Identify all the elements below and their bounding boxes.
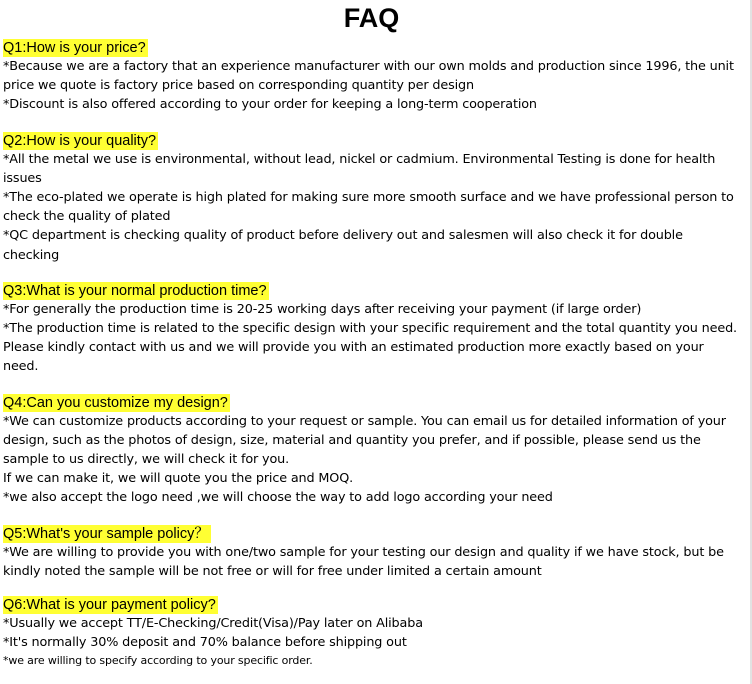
faq-item-q3 [3, 282, 742, 377]
faq-item-q1 [3, 39, 742, 115]
answer-q3-2: *The production time is related to the specific design with your specific requirement and the total quantity you need. Please kindly contact with us and we will provide you with an estimated production more exactly based on your need. [3, 321, 737, 375]
faq-item-q5 [3, 525, 742, 581]
answer-q4-3: *we also accept the logo need ,we will choose the way to add logo according your need [3, 490, 553, 506]
answer-q3-1: *For generally the production time is 20-25 working days after receiving your payment (if large order) [3, 301, 642, 317]
answer-q2-1: *All the metal we use is environmental, without lead, nickel or cadmium. Environmental Testing is done for health issues [3, 151, 716, 186]
answer-q5-1: *We are willing to provide you with one/two sample for your testing our design and quality if we have stock, but be kindly noted the sample will be not free or will for free under limited a certain amount [3, 544, 724, 579]
question-q1: Q1:How is your price? [3, 40, 146, 56]
answer-q1-1: *Because we are a factory that an experience manufacturer with our own molds and production since 1996, the unit price we quote is factory price based on corresponding quantity per design [3, 59, 734, 94]
answer-q2-2: *The eco-plated we operate is high plated for making sure more smooth surface and we have professional person to check the quality of plated [3, 190, 734, 225]
faq-item-q2 [3, 132, 742, 265]
answer-q1-2: *Discount is also offered according to your order for keeping a long-term cooperation [3, 97, 537, 113]
faq-item-q4 [3, 394, 742, 508]
answer-q2-3: *QC department is checking quality of product before delivery out and salesmen will also check it for double checking [3, 228, 683, 263]
answer-q6-2: *It's normally 30% deposit and 70% balance before shipping out [3, 635, 407, 651]
answer-q4-1: *We can customize products according to your request or sample. You can email us for detailed information of your design, such as the photos of design, size, material and quantity you prefer, and if possible, please send us the sample to us directly, we will check it for you. [3, 413, 726, 468]
question-q6: Q6:What is your payment policy? [3, 597, 216, 614]
answer-q6-1: *Usually we accept TT/E-Checking/Credit(Visa)/Pay later on Alibaba [3, 616, 423, 632]
answer-q4-2: If we can make it, we will quote you the price and MOQ. [3, 471, 354, 487]
question-q2: Q2:How is your quality? [3, 132, 157, 149]
answer-q6-3: *we are willing to specify according to your specific order. [3, 654, 313, 668]
page-title: FAQ [343, 3, 400, 33]
question-q5: Q5:What's your sample policy？ [3, 525, 209, 542]
question-q4: Q4:Can you customize my design? [3, 394, 228, 411]
question-q3: Q3:What is your normal production time? [3, 282, 267, 299]
faq-item-q6 [3, 596, 742, 670]
